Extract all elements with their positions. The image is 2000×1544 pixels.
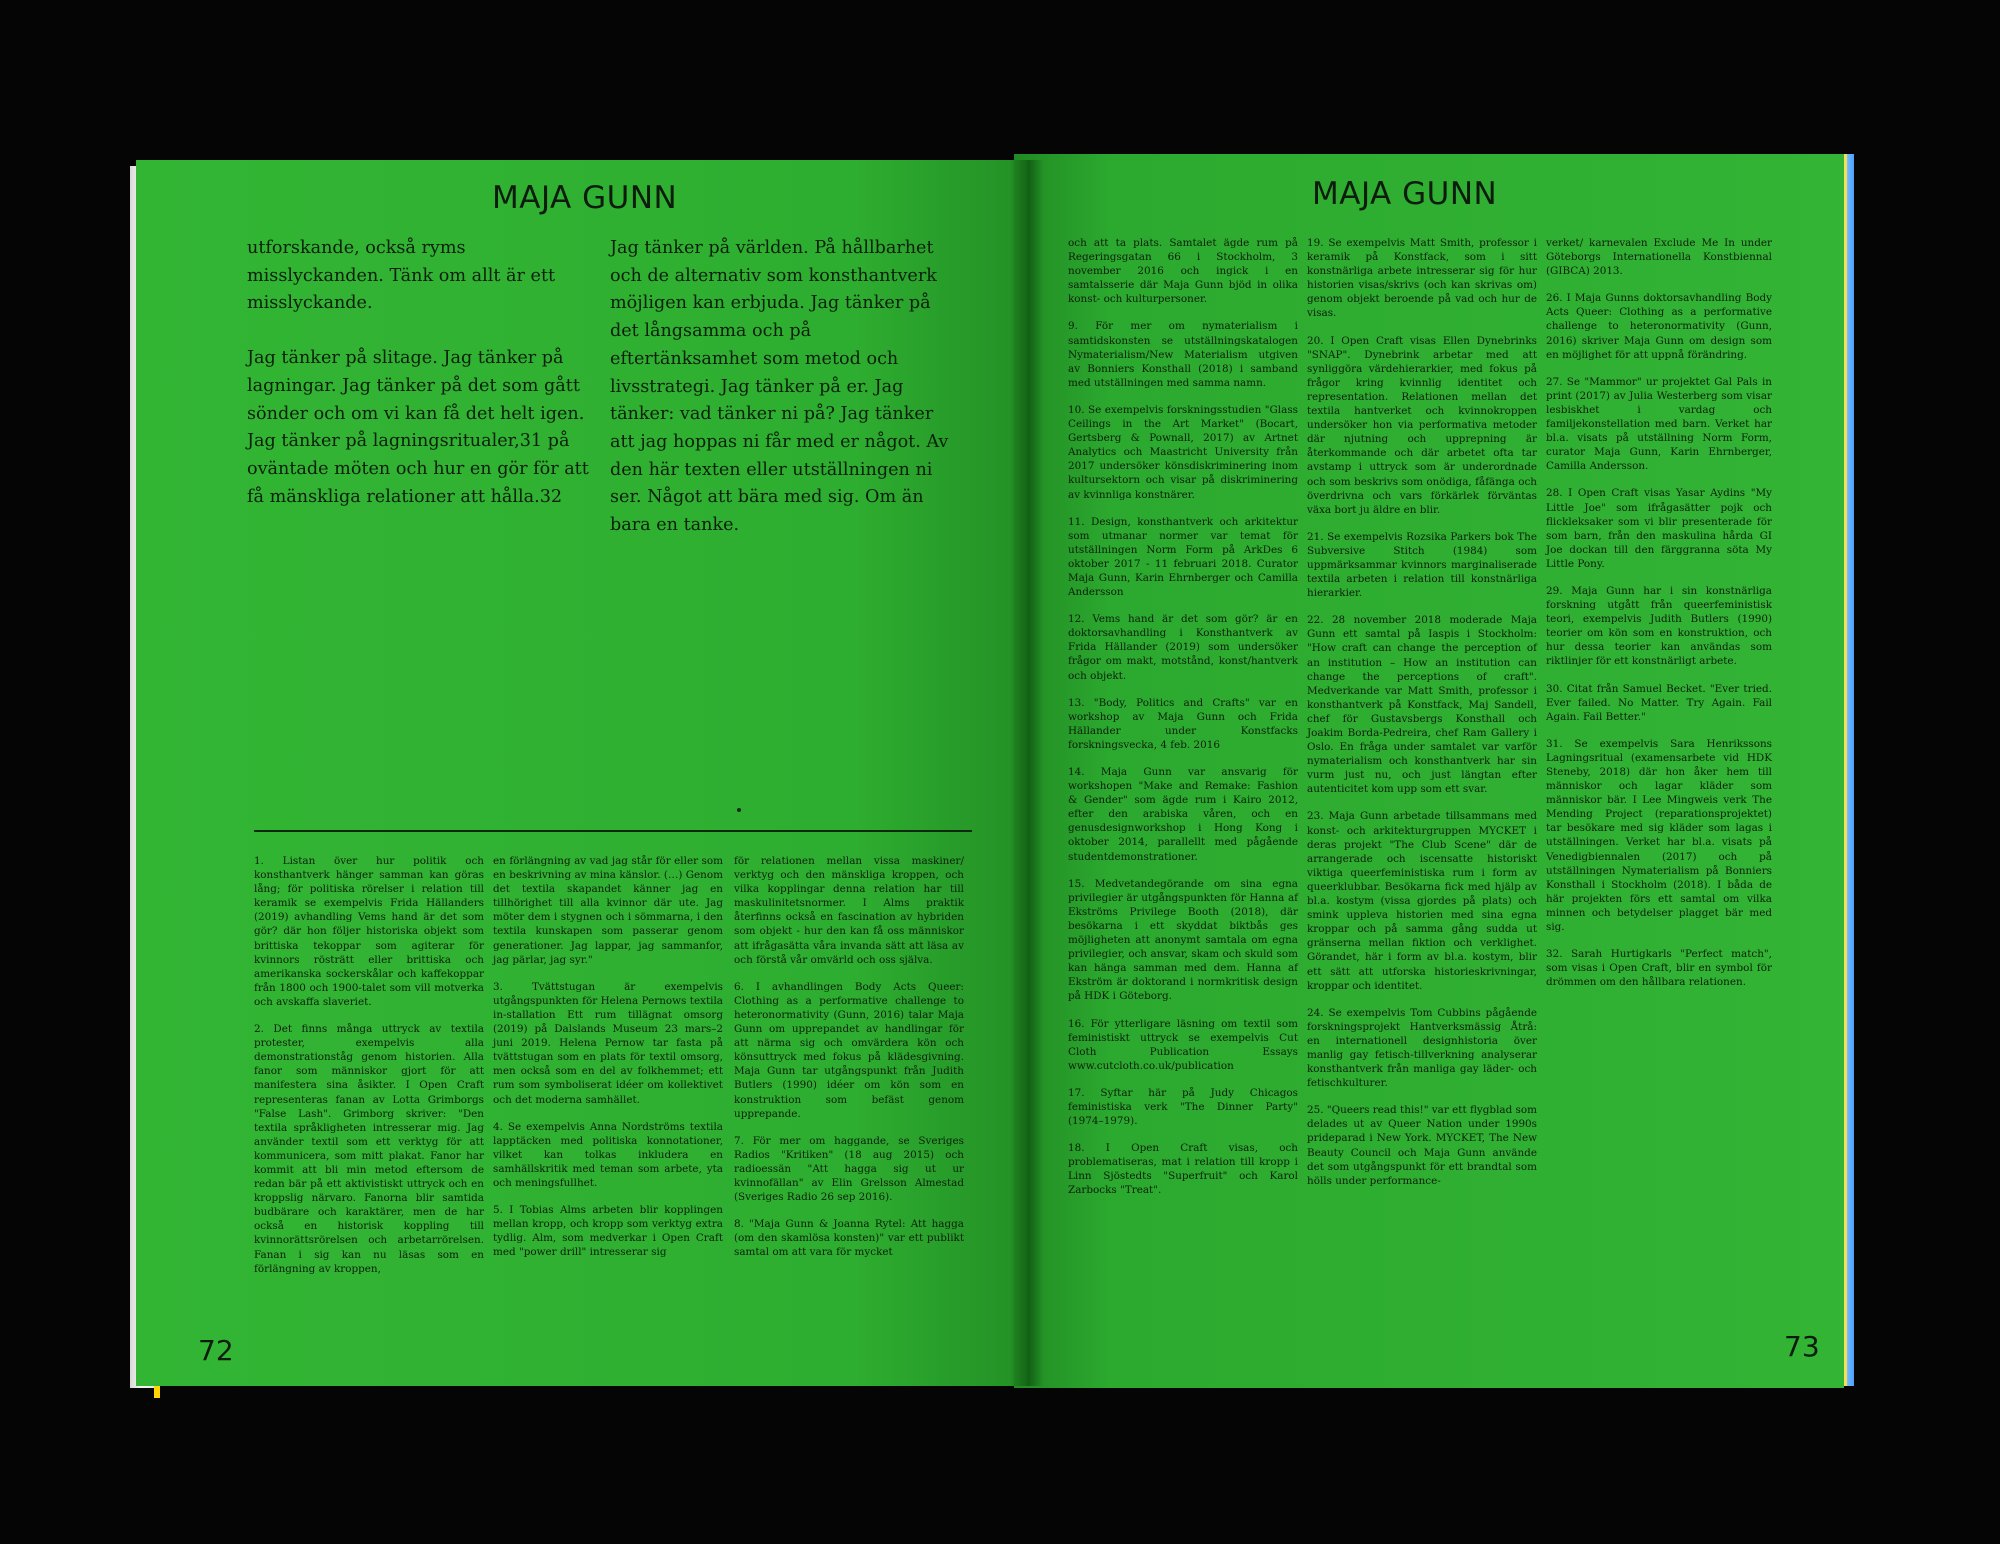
footnote: 29. Maja Gunn har i sin konstnärliga forskning utgått från queerfeministisk teori, exempelvis Judith Butlers (1990) teorier om kön som en konstruktion, och hur dessa teorier kan användas som riktlinjer för ett konstnärligt arbete. [1546, 584, 1772, 668]
footnote-column-3 [734, 854, 964, 1272]
footnote: verket/ karnevalen Exclude Me In under Göteborgs Internationella Konstbiennal (GIBCA) 2013. [1546, 237, 1772, 278]
footnote: 5. I Tobias Alms arbeten blir kopplingen mellan kropp, och kropp som verktyg extra tydlig. Alm, som medverkar i Open Craft med "power drill" intresserar sig [493, 1204, 723, 1259]
footnote: 17. Syftar här på Judy Chicagos feministiska verk "The Dinner Party" (1974–1979). [1068, 1086, 1298, 1128]
footnote: 21. Se exempelvis Rozsika Parkers bok The Subversive Stitch (1984) som uppmärksammar kvinnors marginaliserade textila arbeten i relation till konstnärliga hierarkier. [1307, 530, 1537, 600]
footnote: och att ta plats. Samtalet ägde rum på Regeringsgatan 66 i Stockholm, 3 november 2016 och ingick i en samtalsserie där Maja Gunn bjöd in olika konst- och kulturpersoner. [1068, 237, 1298, 306]
body-column-1 [247, 235, 591, 538]
footnote: 25. "Queers read this!" var ett flygblad som delades ut av Queer Nation under 1990s prideparad i New York. MYCKET, The New Beauty Council och Maja Gunn använde det som utgångspunkt för ett brandtal som hölls under performance- [1307, 1104, 1537, 1187]
footnote: 30. Citat från Samuel Becket. "Ever tried. Ever failed. No Matter. Try Again. Fail Again. Fail Better." [1546, 682, 1772, 723]
footnote: 4. Se exempelvis Anna Nordströms textila lapptäcken med politiska konnotationer, vilket kan tolkas inkludera en samhällskritik med teman som arbete, yta och meningsfullhet. [493, 1120, 723, 1189]
body-paragraph: Jag tänker på världen. På hållbarhet och de alternativ som konsthantverk möjligen kan erbjuda. Jag tänker på det långsamma och på eftertänksamhet som metod och livsstrategi. Jag tänker på er. Jag tänker: vad tänker ni på? Jag tänker att jag hoppas ni får med er något. Av den här texten eller utställningen ni ser. Något att bära med sig. Om än bara en tanke. [610, 238, 949, 536]
page-number-left: 72 [198, 1334, 234, 1367]
footnote: 7. För mer om haggande, se Sveriges Radios "Kritiken" (18 aug 2015) och radioessän "Att hagga sig ut ur kvinnofällan" av Elin Grelsson Almestad (Sveriges Radio 26 sep 2016). [734, 1134, 964, 1204]
footnote: 18. I Open Craft visas, och problematiseras, mat i relation till kropp i Linn Sjöstedts "Superfruit" och Karol Zarbocks "Treat". [1068, 1142, 1298, 1197]
footnote: 11. Design, konsthantverk och arkitektur som utmanar normer var temat för utställningen Norm Form på ArkDes 6 oktober 2017 - 11 februari 2018. Curator Maja Gunn, Karin Ehrnberger och Camilla Andersson [1068, 515, 1298, 599]
body-column-2 [610, 235, 950, 567]
footnote-column-1 [254, 854, 484, 1289]
footnote: 12. Vems hand är det som gör? är en doktorsavhandling i Konsthantverk av Frida Hällander (2019) som undersöker frågor om makt, motstånd, konst/hantverk och objekt. [1068, 613, 1298, 682]
footnote: 6. I avhandlingen Body Acts Queer: Clothing as a performative challenge to heteronormativity (Gunn, 2016) talar Maja Gunn om upprepandet av handlingar för att närma sig och omvärdera kön och könsuttryck med fokus på klädesgivning. Maja Gunn tar utgångspunkt från Judith Butlers (1990) idéer om kön som en konstruktion som befäst genom upprepande. [734, 980, 964, 1120]
footnote-rule [254, 830, 972, 832]
footnote: 8. "Maja Gunn & Joanna Rytel: Att hagga (om den skamlösa konsten)" var ett publikt samtal om att vara för mycket [734, 1218, 964, 1259]
footnote: en förlängning av vad jag står för eller som en beskrivning av mina känslor. (…) Genom det textila skapandet känner jag en tillhörighet till alla kvinnor där ute. Jag möter dem i stygnen och i sömmarna, i den textila kunskapen som passerar genom generationer. Jag lappar, jag sammanfor, jag pärlar, jag syr." [493, 855, 723, 966]
footnote: för relationen mellan vissa maskiner/ verktyg och den mänskliga kroppen, och vilka kopplingar denna relation har till maskulinitetsnormer. I Alms praktik återfinns också en fascination av hybriden som objekt - hur den kan få oss människor att ifrågasätta våra invanda sätt att läsa av och förstå vår omvärld och oss själva. [734, 855, 964, 966]
body-paragraph: utforskande, också ryms misslyckanden. Tänk om allt är ett misslyckande. [247, 238, 556, 314]
footnote: 26. I Maja Gunns doktorsavhandling Body Acts Queer: Clothing as a performative challenge to heteronormativity (Gunn, 2016) skriver Maja Gunn om design som en möjlighet för att uppnå förändring. [1546, 292, 1772, 361]
running-head-right: MAJA GUNN [1312, 176, 1498, 212]
footnote: 31. Se exempelvis Sara Henrikssons Lagningsritual (examensarbete vid HDK Steneby, 2018) där hon åker hem till människor och lagar kläder som människor bär. I Lee Mingweis verk The Mending Project (reparationsprojektet) tar besökare med sig kläder som lagas i utställningen. Verket har bl.a. visats på Venedigbiennalen (2017) och på utställningen Nymaterialism på Bonniers Konsthall i Stockholm (2018). I båda de här projekten förs ett samtal om vilka minnen och betydelser plagget bär med sig. [1546, 737, 1772, 934]
page-number-right: 73 [1784, 1330, 1820, 1363]
footnote: 20. I Open Craft visas Ellen Dynebrinks "SNAP". Dynebrink arbetar med att synliggöra värdehierarkier, med fokus på frågor kring kvinnlig identitet och representation. Relationen mellan det textila hantverket och kvinnokroppen undersöker hon via performativa metoder där njutning och upprepning är återkommande och där arbetet ofta tar avstamp i uttryck som är underordnade och som beskrivs som onödiga, fåfänga och överdrivna och vars förkärlek förväntas växa bort ju äldre en blir. [1307, 334, 1537, 516]
footnote: 14. Maja Gunn var ansvarig för workshopen "Make and Remake: Fashion & Gender" som ägde rum i Kairo 2012, efter den arabiska våren, och en genusdesignworkshop i Hong Kong i oktober 2014, parallellt med pågående studentdemonstrationer. [1068, 766, 1298, 863]
footnote-column-2 [493, 854, 723, 1272]
footnote: 1. Listan över hur politik och konsthantverk hänger samman kan göras lång; för politiska rörelser i relation till keramik se exempelvis Frida Hällanders (2019) avhandling Vems hand är det som gör? där hon följer historiska objekt som brittiska tekoppar som agiterar för kvinnors rösträtt eller brittiska och amerikanska sockerskålar och kaffekoppar från 1800 och 1900-talet som vill motverka och avskaffa slaveriet. [254, 855, 484, 1008]
book-gutter [1010, 160, 1044, 1386]
footnote: 22. 28 november 2018 moderade Maja Gunn ett samtal på Iaspis i Stockholm: "How craft can change the perception of an institution – How an institution can change the perceptions of craft". Medverkande var Matt Smith, professor i konsthantverk på Konstfack, Maj Sandell, chef för Gustavsbergs Konsthall och Joakim Borda-Pedreira, chef Ram Gallery i Oslo. En fråga under samtalet var varför nymaterialism och konsthantverk har sin vurm just nu, och just längtan efter autenticitet kom upp som ett svar. [1307, 614, 1537, 796]
footnote: 27. Se "Mammor" ur projektet Gal Pals in print (2017) av Julia Westerberg som visar lesbiskhet i vardag och familjekonstellation med barn. Verket har bl.a. visats på utställning Norm Form, curator Maja Gunn, Karin Ehrnberger, Camilla Andersson. [1546, 375, 1772, 473]
footnote: 2. Det finns många uttryck av textila protester, exempelvis alla demonstrationståg genom historien. Alla fanor som människor gjort för att manifestera sina åsikter. I Open Craft representeras fanan av Lotta Grimborgs "False Lash". Grimborg skriver: "Den textila språkligheten intresserar mig. Jag använder textil som ett verktyg för att kommunicera, som mitt plakat. Fanor har kommit att bli min metod eftersom de redan bär på ett aktivistiskt uttryck och en kroppslig närvaro. Fanorna blir samtida budbärare och karaktärer, men de har också en historisk koppling till kvinnorättsrörelsen och arbetarrörelsen. Fanan i sig kan nu läsas som en förlängning av kroppen, [254, 1023, 484, 1275]
footnote: 32. Sarah Hurtigkarls "Perfect match", som visas i Open Craft, blir en symbol för drömmen om den hållbara relationen. [1546, 948, 1772, 989]
body-paragraph: Jag tänker på slitage. Jag tänker på lagningar. Jag tänker på det som gått sönder och om vi kan få det helt igen. Jag tänker på lagningsritualer,31 på oväntade möten och hur en gör för att få mänskliga relationer att hålla.32 [247, 348, 589, 507]
footnote: 16. För ytterligare läsning om textil som feministiskt uttryck se exempelvis Cut Cloth Publication Essays www.cutcloth.co.uk/publication [1068, 1017, 1298, 1072]
footnote: 10. Se exempelvis forskningsstudien "Glass Ceilings in the Art Market" (Bocart, Gertsberg & Pownall, 2017) av Artnet Analytics och Maastricht University från 2017 undersöker könsdiskriminering inom kultursektorn och visar på diskriminering av kvinnliga konstnärer. [1068, 403, 1298, 501]
footnote: 3. Tvättstugan är exempelvis utgångspunkten för Helena Pernows textila in-stallation Ett rum tillägnat omsorg (2019) på Dalslands Museum 23 mars–2 juni 2019. Helena Pernow tar fasta på tvättstugan som en plats för textil omsorg, men också som en del av folkhemmet; ett rum som symboliserat idéer om kollektivet och det moderna samhället. [493, 980, 723, 1106]
footnote-column-4 [1068, 236, 1298, 1211]
footnote-column-5 [1307, 236, 1537, 1201]
footnote: 15. Medvetandegörande om sina egna privilegier är utgångspunkten för Hanna af Ekströms Privilege Booth (2018), där besökarna i ett skyddat biktbås ges möjligheten att anonymt samtala om egna privilegier, och ansvar, skam och skuld som kan hänga samman med dem. Hanna af Ekström är doktorand i normkritisk design på HDK i Göteborg. [1068, 877, 1298, 1003]
footnote: 19. Se exempelvis Matt Smith, professor i keramik på Konstfack, som i sitt konstnärliga arbete intresserar sig för hur historien visas/skrivs (och kan skrivas om) genom objekt beroende på vad och hur de visas. [1307, 237, 1537, 320]
footnote: 23. Maja Gunn arbetade tillsammans med konst- och arkitekturgruppen MYCKET i deras projekt "The Club Scene" där de arrangerade och iscensatte historiskt viktiga queerfeministiska rum i form av queerklubbar. Besökarna fick med hjälp av bl.a. kostym (vissa gjordes på plats) och smink uppleva historien med sina egna kroppar och på samma gång sudda ut gränserna mellan fiktion och verklighet. Görandet, här i form av bl.a. kostym, blir ett sätt att utforska historieskrivningar, kroppar och identitet. [1307, 810, 1537, 992]
separator-dot [737, 808, 741, 812]
footnote: 13. "Body, Politics and Crafts" var en workshop av Maja Gunn och Frida Hällander under Konstfacks forskningsvecka, 4 feb. 2016 [1068, 696, 1298, 751]
footnote: 28. I Open Craft visas Yasar Aydins "My Little Joe" som ifrågasätter pojk och flickleksaker som vi blir presenterade för som barn, från den maskulina hårda GI Joe dockan till den färggranna söta My Little Pony. [1546, 487, 1772, 570]
footnote-column-6 [1546, 236, 1772, 1002]
footnote: 24. Se exempelvis Tom Cubbins pågående forskningsprojekt Hantverksmässig Åtrå: en internationell designhistoria över manlig gay fetisch-tillverkning analyserar konsthantverk från manliga gay läder- och fetischkulturer. [1307, 1006, 1537, 1090]
running-head-left: MAJA GUNN [492, 180, 678, 216]
footnote: 9. För mer om nymaterialism i samtidskonsten se utställningskatalogen Nymaterialism/New Materialism utgiven av Bonniers Konsthall (2018) i samband med utställningen med samma namn. [1068, 320, 1298, 389]
